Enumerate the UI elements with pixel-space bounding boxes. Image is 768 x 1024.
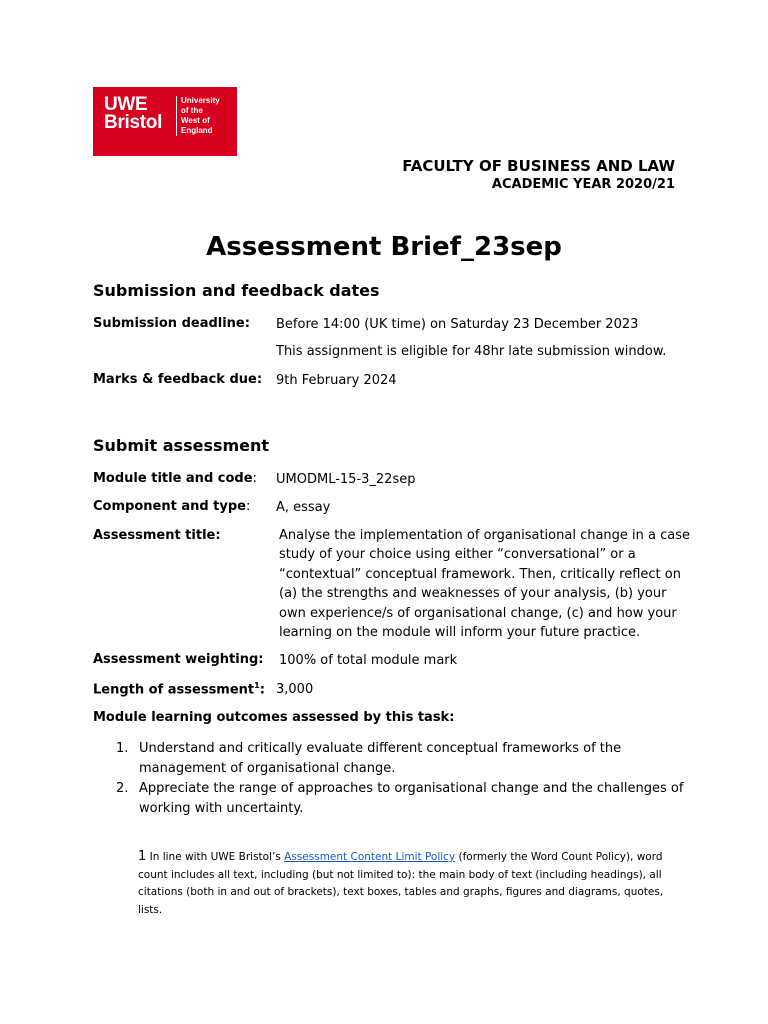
submit-section-heading: Submit assessment: [93, 436, 270, 455]
academic-year: ACADEMIC YEAR 2020/21: [491, 177, 675, 192]
learning-outcomes-heading: Module learning outcomes assessed by this task:: [93, 710, 455, 725]
marks-feedback-value: 9th February 2024: [276, 373, 397, 388]
logo-divider: [176, 96, 177, 136]
logo-univ-line: of the: [181, 106, 203, 115]
list-item-line: Understand and critically evaluate different conceptual frameworks of the: [139, 741, 622, 756]
assessment-title-label: Assessment title:: [93, 528, 221, 543]
footnote-text: In line with UWE Bristol’s: [146, 851, 285, 863]
footnote-ref: 1: [254, 681, 260, 690]
footnote-text: (formerly the Word Count Policy), word: [455, 851, 663, 863]
length-label-text: Length of assessment: [93, 682, 255, 698]
marks-feedback-label: Marks & feedback due:: [93, 372, 263, 387]
document-title: Assessment Brief_23sep: [206, 232, 562, 262]
length-value: 3,000: [276, 682, 314, 697]
assessment-title-value: [279, 526, 691, 642]
label-colon: :: [246, 499, 251, 514]
footnote-line: count includes all text, including (but not limited to): the main body of text (including headings), all: [138, 868, 662, 881]
list-item-line: Appreciate the range of approaches to organisational change and the challenges of: [139, 781, 684, 796]
list-item: [93, 739, 673, 779]
dates-section-heading: Submission and feedback dates: [93, 281, 380, 300]
assessment-title-line: learning on the module will inform your future practice.: [279, 625, 641, 641]
logo-bristol-text: Bristol: [104, 112, 163, 133]
footnote-first-line: [138, 848, 678, 867]
logo-univ-line: University: [181, 96, 220, 105]
submission-deadline-label: Submission deadline:: [93, 316, 250, 331]
list-item: [93, 779, 684, 819]
list-number: 1.: [116, 741, 129, 756]
component-type-label: [93, 499, 250, 514]
footnote-line: citations (both in and out of brackets), text boxes, tables and graphs, figures and diagrams, quotes,: [138, 886, 664, 899]
footnote: [138, 848, 678, 919]
uwe-bristol-logo: [93, 87, 237, 156]
list-number: 2.: [116, 781, 129, 796]
module-code-value: UMODML-15-3_22sep: [276, 472, 416, 487]
component-type-value: A, essay: [276, 500, 331, 515]
assessment-title-line: Analyse the implementation of organisational change in a case: [279, 528, 691, 543]
assessment-title-line: “contextual” conceptual framework. Then, critically reflect on: [279, 566, 681, 582]
label-colon: :: [259, 682, 265, 698]
assessment-title-line: (a) the strengths and weaknesses of your analysis, (b) your: [279, 586, 667, 602]
submission-deadline-value: Before 14:00 (UK time) on Saturday 23 December 2023: [276, 317, 639, 332]
module-title-label: [93, 471, 257, 486]
label-colon: :: [252, 471, 257, 486]
assessment-weighting-label: Assessment weighting:: [93, 652, 264, 667]
logo-univ-line: West of: [181, 116, 210, 125]
component-type-label-text: Component and type: [93, 499, 246, 514]
length-label: [93, 681, 265, 697]
logo-uwe-text: UWE: [104, 94, 148, 115]
logo-univ-line: England: [181, 126, 213, 135]
assessment-weighting-value: 100% of total module mark: [279, 653, 458, 668]
footnote-number: 1: [138, 849, 147, 864]
learning-outcomes-list: [93, 739, 684, 819]
late-submission-note: This assignment is eligible for 48hr late submission window.: [276, 344, 667, 359]
list-item-line: management of organisational change.: [139, 761, 396, 776]
assessment-content-limit-policy-link[interactable]: Assessment Content Limit Policy: [284, 851, 456, 863]
list-item-line: working with uncertainty.: [139, 801, 304, 816]
faculty-heading: FACULTY OF BUSINESS AND LAW: [402, 157, 675, 175]
assessment-title-line: study of your choice using either “conversational” or a: [279, 547, 636, 563]
assessment-title-line: own experience/s of organisational change, (c) and how your: [279, 605, 677, 621]
logo-university-text: [181, 96, 220, 136]
footnote-line: lists.: [138, 903, 163, 916]
module-title-label-text: Module title and code: [93, 471, 253, 486]
